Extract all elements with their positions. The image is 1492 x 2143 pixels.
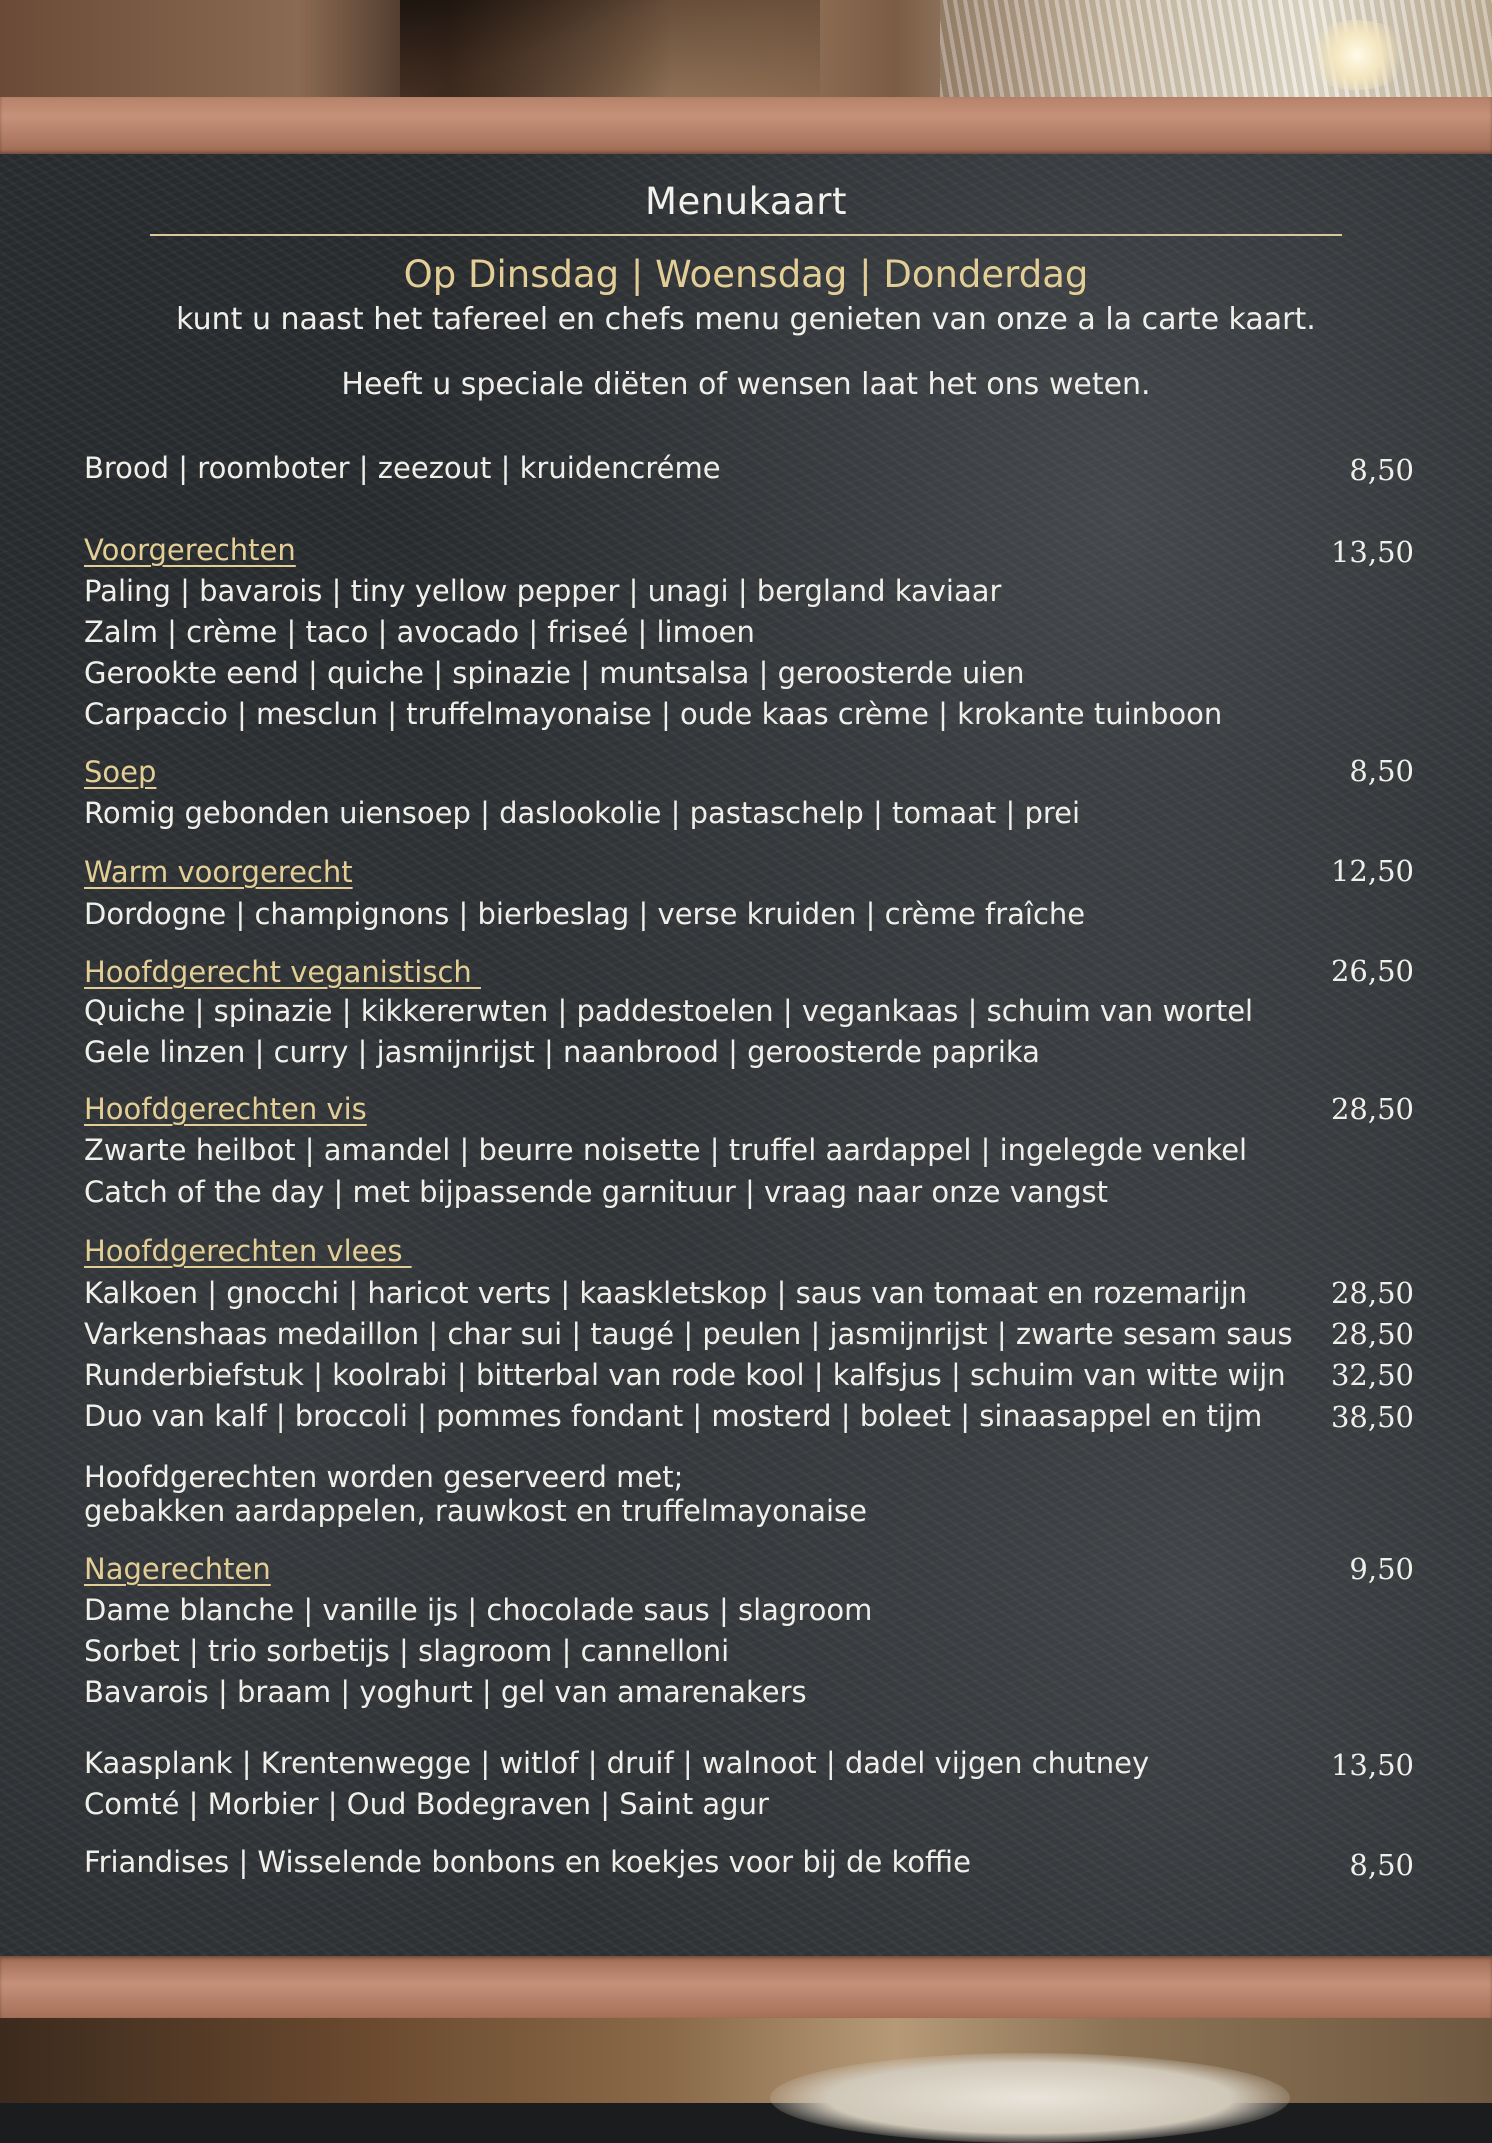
vlees-item: Duo van kalf | broccoli | pommes fondant | mosterd | boleet | sinaasappel en tijm — [84, 1399, 1263, 1433]
bread-price: 8,50 — [1349, 453, 1414, 487]
vlees-item-price: 28,50 — [1330, 1276, 1414, 1310]
vis-item: Zwarte heilbot | amandel | beurre noisette | truffel aardappel | ingelegde venkel — [84, 1133, 1248, 1167]
kaasplank-line: Kaasplank | Krentenwegge | witlof | druif | walnoot | dadel vijgen chutney — [84, 1746, 1150, 1780]
vlees-item: Kalkoen | gnocchi | haricot verts | kaaskletskop | saus van tomaat en rozemarijn — [84, 1276, 1248, 1310]
vis-heading: Hoofdgerechten vis — [84, 1092, 367, 1126]
warm-voorgerecht-heading: Warm voorgerecht — [84, 855, 353, 889]
vlees-item-price: 28,50 — [1330, 1317, 1414, 1351]
soep-item: Romig gebonden uiensoep | daslookolie | pastaschelp | tomaat | prei — [84, 796, 1081, 830]
diet-note: Heeft u speciale diëten of wensen laat het ons weten. — [341, 367, 1151, 402]
friandises-line: Friandises | Wisselende bonbons en koekjes voor bij de koffie — [84, 1845, 971, 1879]
warm-voorgerecht-price: 12,50 — [1330, 854, 1414, 888]
veganistisch-item: Gele linzen | curry | jasmijnrijst | naanbrood | geroosterde paprika — [84, 1035, 1040, 1069]
served-with-line: gebakken aardappelen, rauwkost en truffelmayonaise — [84, 1494, 867, 1528]
voorgerecht-item: Paling | bavarois | tiny yellow pepper | unagi | bergland kaviaar — [84, 574, 1002, 608]
voorgerechten-price: 13,50 — [1330, 535, 1414, 569]
days-subtitle: Op Dinsdag | Woensdag | Donderdag — [403, 253, 1089, 296]
kaasplank-cheeses: Comté | Morbier | Oud Bodegraven | Saint agur — [84, 1787, 769, 1821]
nagerechten-price: 9,50 — [1349, 1552, 1414, 1586]
title-divider — [150, 234, 1342, 236]
warm-voorgerecht-item: Dordogne | champignons | bierbeslag | verse kruiden | crème fraîche — [84, 897, 1086, 931]
nagerecht-item: Bavarois | braam | yoghurt | gel van amarenakers — [84, 1675, 807, 1709]
vis-item: Catch of the day | met bijpassende garnituur | vraag naar onze vangst — [84, 1175, 1108, 1209]
voorgerecht-item: Carpaccio | mesclun | truffelmayonaise | oude kaas crème | krokante tuinboon — [84, 697, 1223, 731]
voorgerechten-heading: Voorgerechten — [84, 533, 296, 567]
voorgerecht-item: Gerookte eend | quiche | spinazie | muntsalsa | geroosterde uien — [84, 656, 1025, 690]
served-with-line: Hoofdgerechten worden geserveerd met; — [84, 1460, 684, 1494]
vlees-item-price: 38,50 — [1330, 1400, 1414, 1434]
veganistisch-heading: Hoofdgerecht veganistisch — [84, 955, 482, 989]
soep-price: 8,50 — [1349, 754, 1414, 788]
nagerecht-item: Sorbet | trio sorbetijs | slagroom | cannelloni — [84, 1634, 730, 1668]
veganistisch-price: 26,50 — [1330, 954, 1414, 988]
voorgerecht-item: Zalm | crème | taco | avocado | friseé | limoen — [84, 615, 755, 649]
nagerecht-item: Dame blanche | vanille ijs | chocolade saus | slagroom — [84, 1593, 873, 1627]
vlees-item: Varkenshaas medaillon | char sui | taugé | peulen | jasmijnrijst | zwarte sesam saus — [84, 1317, 1293, 1351]
soep-heading: Soep — [84, 755, 157, 789]
vlees-item: Runderbiefstuk | koolrabi | bitterbal van rode kool | kalfsjus | schuim van witte wijn — [84, 1358, 1286, 1392]
menu-title: Menukaart — [645, 180, 847, 223]
friandises-price: 8,50 — [1349, 1848, 1414, 1882]
bread-line: Brood | roomboter | zeezout | kruidencréme — [84, 451, 721, 485]
kaasplank-price: 13,50 — [1330, 1748, 1414, 1782]
vis-price: 28,50 — [1330, 1092, 1414, 1126]
veganistisch-item: Quiche | spinazie | kikkererwten | paddestoelen | vegankaas | schuim van wortel — [84, 994, 1254, 1028]
vlees-heading: Hoofdgerechten vlees — [84, 1234, 412, 1268]
intro-text: kunt u naast het tafereel en chefs menu genieten van onze a la carte kaart. — [176, 302, 1316, 337]
nagerechten-heading: Nagerechten — [84, 1552, 271, 1586]
vlees-item-price: 32,50 — [1330, 1358, 1414, 1392]
